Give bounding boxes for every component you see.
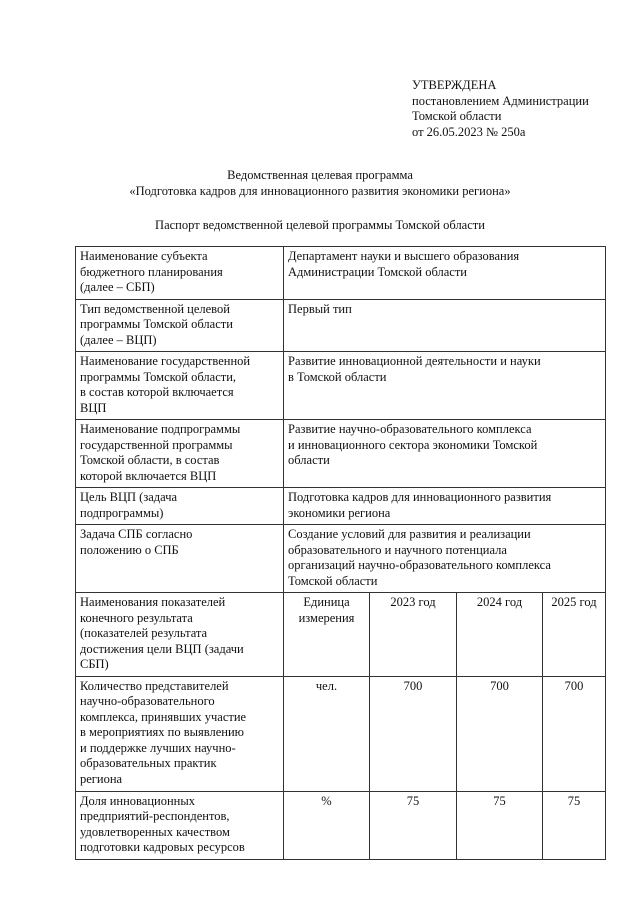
indicator-row <box>76 791 606 859</box>
indicator-value-2025: 75 <box>543 791 606 859</box>
approval-heading: УТВЕРЖДЕНА <box>412 78 497 92</box>
indicator-value-2025: 700 <box>543 676 606 791</box>
approval-stamp <box>412 78 627 140</box>
table-row <box>76 352 606 420</box>
unit-header: Единица измерения <box>284 593 370 677</box>
approval-date-number: от 26.05.2023 № 250а <box>412 124 526 139</box>
passport-title: Паспорт ведомственной целевой программы Томской области <box>155 218 485 232</box>
approval-line: Томской области <box>412 109 502 123</box>
indicator-value-2023: 75 <box>370 791 457 859</box>
passport-table <box>75 246 606 860</box>
row-value: Развитие научно-образовательного комплекса и инновационного сектора экономики Томской области <box>284 420 606 488</box>
row-value: Развитие инновационной деятельности и науки в Томской области <box>284 352 606 420</box>
indicator-label: Доля инновационных предприятий-респондентов, удовлетворенных качеством подготовки кадровых ресурсов <box>76 791 284 859</box>
table-row <box>76 420 606 488</box>
indicator-value-2023: 700 <box>370 676 457 791</box>
title-line: Ведомственная целевая программа <box>227 168 413 182</box>
indicator-value-2024: 700 <box>457 676 543 791</box>
indicator-row <box>76 676 606 791</box>
year-header-2025: 2025 год <box>543 593 606 677</box>
table-row <box>76 299 606 352</box>
indicator-value-2024: 75 <box>457 791 543 859</box>
approval-line: постановлением Администрации <box>412 93 589 108</box>
year-header-2024: 2024 год <box>457 593 543 677</box>
year-header-2023: 2023 год <box>370 593 457 677</box>
indicators-header-label: Наименования показателей конечного результата (показателей результата достижения цели ВЦП (задачи СБП) <box>76 593 284 677</box>
row-label: Наименование государственной программы Томской области, в состав которой включается ВЦП <box>76 352 284 420</box>
table-row <box>76 488 606 525</box>
row-label: Тип ведомственной целевой программы Томской области (далее – ВЦП) <box>76 299 284 352</box>
indicator-unit: % <box>284 791 370 859</box>
row-label: Наименование субъекта бюджетного планирования (далее – СБП) <box>76 247 284 300</box>
row-value: Департамент науки и высшего образования Администрации Томской области <box>284 247 606 300</box>
row-value: Создание условий для развития и реализации образовательного и научного потенциала организаций научно-образовательного комплекса Томской области <box>284 525 606 593</box>
row-value: Первый тип <box>284 299 606 352</box>
document-title <box>0 168 640 199</box>
indicator-label: Количество представителей научно-образовательного комплекса, принявших участие в мероприятиях по выявлению и поддержке лучших научно- образовательных практик региона <box>76 676 284 791</box>
row-value: Подготовка кадров для инновационного развития экономики региона <box>284 488 606 525</box>
indicators-header-row <box>76 593 606 677</box>
program-name: «Подготовка кадров для инновационного развития экономики региона» <box>129 183 511 198</box>
table-row <box>76 247 606 300</box>
row-label: Задача СПБ согласно положению о СПБ <box>76 525 284 593</box>
row-label: Наименование подпрограммы государственной программы Томской области, в состав которой включается ВЦП <box>76 420 284 488</box>
table-row <box>76 525 606 593</box>
indicator-unit: чел. <box>284 676 370 791</box>
row-label: Цель ВЦП (задача подпрограммы) <box>76 488 284 525</box>
